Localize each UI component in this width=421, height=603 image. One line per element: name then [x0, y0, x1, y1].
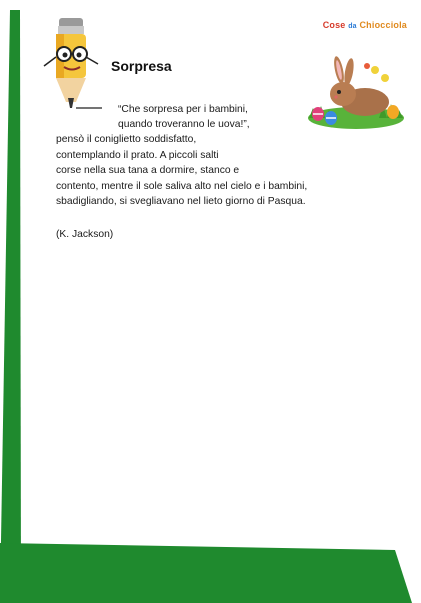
poem-line: sbadigliando, si svegliavano nel lieto giorno di Pasqua.: [56, 196, 306, 207]
page-title: Sorpresa: [111, 58, 172, 74]
poem-line: quando troveranno le uova!”,: [118, 119, 250, 130]
brand-word-3: Chiocciola: [359, 20, 407, 30]
brand-word-2: da: [348, 23, 357, 30]
author-credit: (K. Jackson): [56, 229, 114, 240]
poem-line: “Che sorpresa per i bambini,: [118, 104, 248, 115]
poem-line: corse nella sua tana a dormire, stanco e: [56, 165, 240, 176]
brand-word-1: Cose: [322, 20, 346, 30]
poem-line: contemplando il prato. A piccoli salti: [56, 150, 219, 161]
poem-line: pensò il coniglietto soddisfatto,: [56, 134, 197, 145]
poem-line: contento, mentre il sole saliva alto nel cielo e i bambini,: [56, 181, 308, 192]
